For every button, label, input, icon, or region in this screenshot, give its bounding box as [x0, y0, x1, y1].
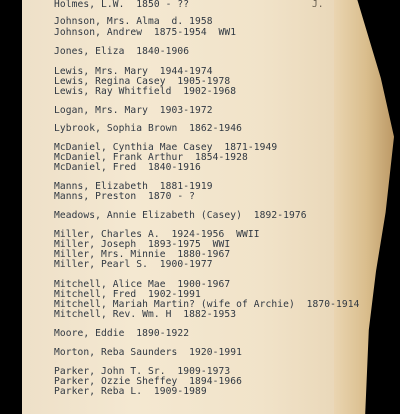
list-item: Lewis, Regina Casey 1905-1978	[54, 76, 231, 87]
list-item: Miller, Joseph 1893-1975 WWI	[54, 239, 231, 250]
list-item: Mitchell, Fred 1902-1991	[54, 289, 201, 300]
list-item: McDaniel, Fred 1840-1916	[54, 162, 201, 173]
list-item: Logan, Mrs. Mary 1903-1972	[54, 105, 213, 116]
list-item: Lewis, Ray Whitfield 1902-1968	[54, 86, 237, 97]
list-item: Mitchell, Alice Mae 1900-1967	[54, 279, 231, 290]
list-item: Mitchell, Rev. Wm. H 1882-1953	[54, 309, 237, 320]
list-item: Miller, Mrs. Minnie 1880-1967	[54, 249, 231, 260]
list-item: Mitchell, Mariah Martin? (wife of Archie) 1870-1914	[54, 299, 360, 310]
list-item: Lybrook, Sophia Brown 1862-1946	[54, 123, 243, 134]
list-item: Meadows, Annie Elizabeth (Casey) 1892-1976	[54, 210, 307, 221]
list-item: Parker, Ozzie Sheffey 1894-1966	[54, 376, 243, 387]
list-item: Manns, Preston 1870 - ?	[54, 191, 196, 202]
list-item: Johnson, Mrs. Alma d. 1958	[54, 16, 213, 27]
list-item: Parker, John T. Sr. 1909-1973	[54, 366, 231, 377]
list-item: Morton, Reba Saunders 1920-1991	[54, 347, 243, 358]
list-item: Jones, Eliza 1840-1906	[54, 46, 190, 57]
list-item: Miller, Charles A. 1924-1956 WWII	[54, 229, 260, 240]
list-item: McDaniel, Cynthia Mae Casey 1871-1949	[54, 142, 278, 153]
list-item: McDaniel, Frank Arthur 1854-1928	[54, 152, 248, 163]
list-item: Johnson, Andrew 1875-1954 WW1	[54, 27, 237, 38]
list-item: Holmes, L.W. 1850 - ??	[54, 0, 190, 10]
list-item: Lewis, Mrs. Mary 1944-1974	[54, 66, 213, 77]
list-item: Parker, Reba L. 1909-1989	[54, 386, 207, 397]
list-item: Manns, Elizabeth 1881-1919	[54, 181, 213, 192]
list-item: Moore, Eddie 1890-1922	[54, 328, 190, 339]
list-item: Miller, Pearl S. 1900-1977	[54, 259, 213, 270]
corner-mark: J.	[312, 0, 324, 10]
name-list	[54, 0, 360, 397]
